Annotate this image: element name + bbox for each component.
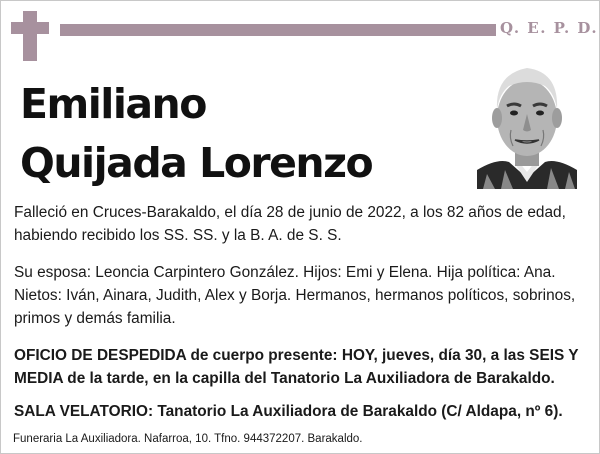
deceased-photo [477,58,577,189]
family-paragraph: Su esposa: Leoncia Carpintero González. Hijos: Emi y Elena. Hija política: Ana. Nietos: Iván, Ainara, Judith, Alex y Borja. Hermanos, hermanos políticos, sobrinos, primos y demás familia. [14,264,576,327]
header-bar [60,24,496,36]
death-notice-paragraph: Falleció en Cruces-Barakaldo, el día 28 de junio de 2022, a los 82 años de edad, habiendo recibido los SS. SS. y la B. A. de S. S. [14,204,566,244]
funeral-home-footer: Funeraria La Auxiliadora. Nafarroa, 10. Tfno. 944372207. Barakaldo. [13,433,363,445]
qepd-label: Q. E. P. D. [500,19,599,37]
funeral-service-paragraph: OFICIO DE DESPEDIDA de cuerpo presente: HOY, jueves, día 30, a las SEIS Y MEDIA de la tarde, en la capilla del Tanatorio La Auxiliadora de Barakaldo. [14,347,579,387]
cross-icon-vertical [23,11,37,61]
portrait-image [477,58,577,189]
wake-room-paragraph: SALA VELATORIO: Tanatorio La Auxiliadora de Barakaldo (C/ Aldapa, nº 6). [14,403,563,420]
cross-icon-horizontal [11,22,49,34]
deceased-first-name: Emiliano [20,80,206,128]
deceased-surnames: Quijada Lorenzo [20,139,373,187]
